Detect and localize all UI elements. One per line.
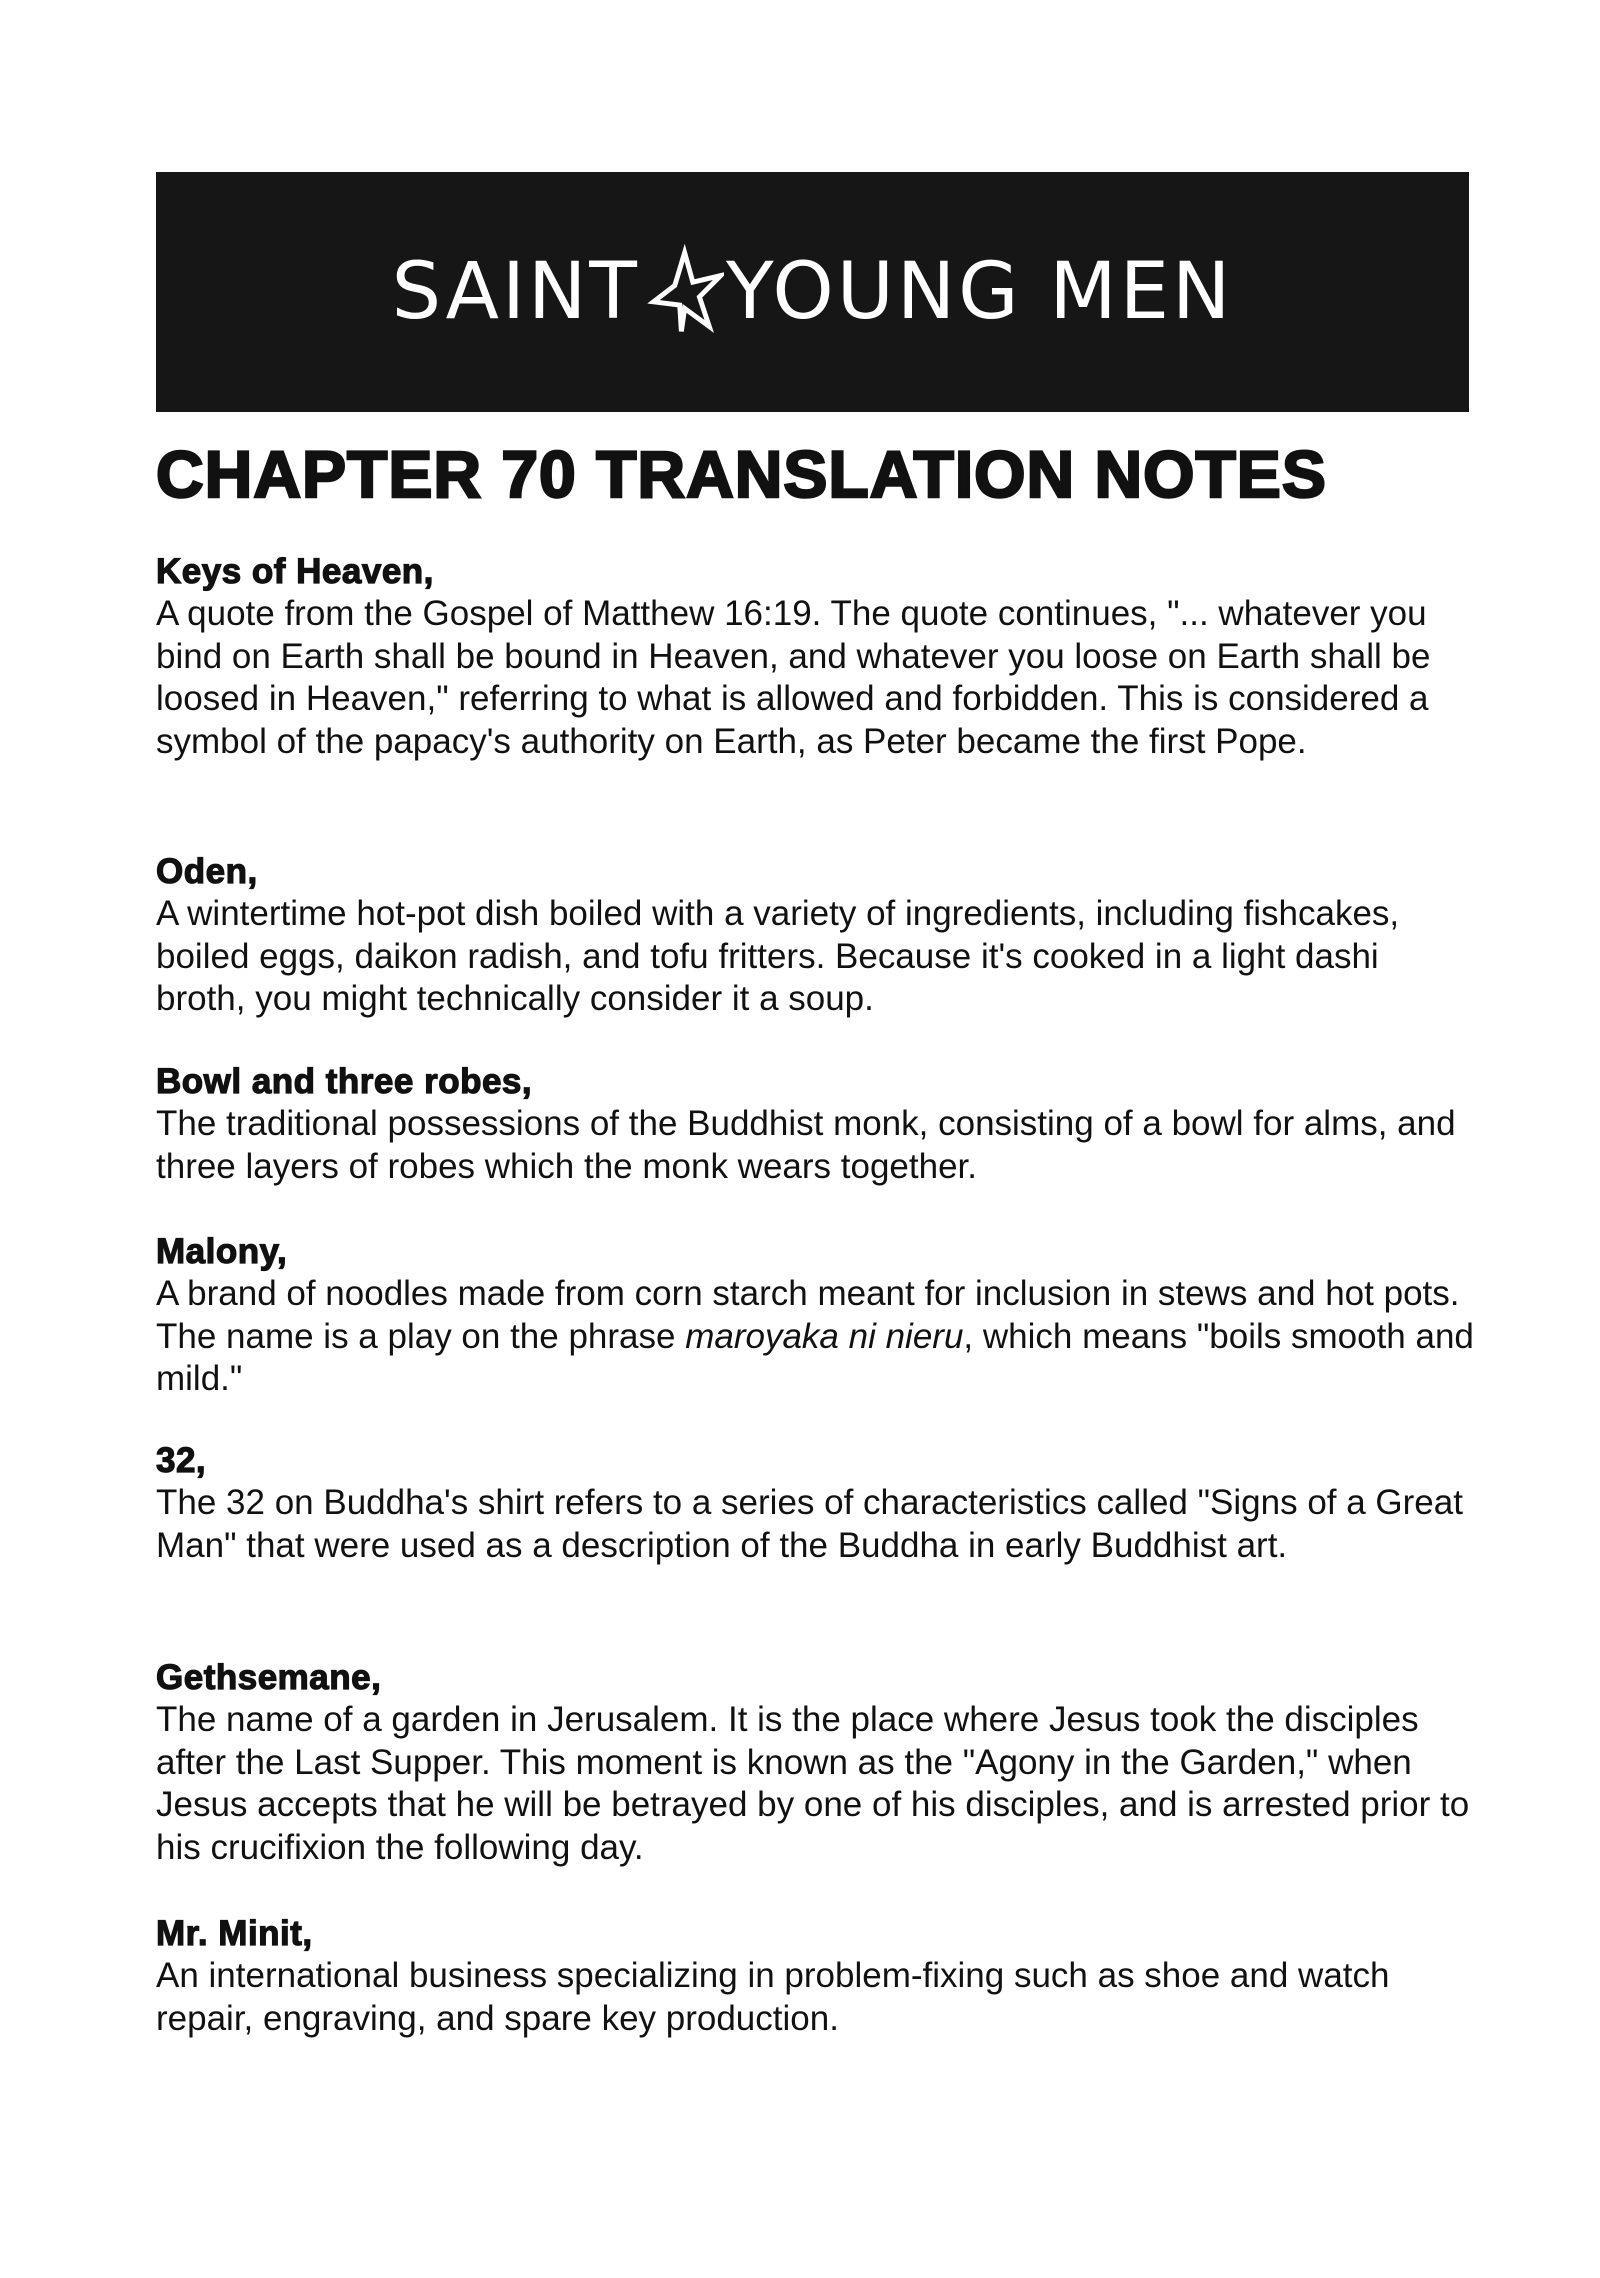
note-text: The 32 on Buddha's shirt refers to a series of characteristics called "Signs of a Great Man" that were used as a description of the Buddha in early Buddhist art. xyxy=(156,1483,1463,1565)
note-term: Malony, xyxy=(156,1232,288,1271)
note-mr-minit xyxy=(156,1913,1476,2040)
note-text: A quote from the Gospel of Matthew 16:19. The quote continues, "... whatever you bind on Earth shall be bound in Heaven, and whatever you loose on Earth shall be loosed in Heaven," referring to what is allowed and forbidden. This is considered a symbol of the papacy's authority on Earth, as Peter became the first Pope. xyxy=(156,594,1431,761)
series-logo xyxy=(392,242,1234,342)
note-text: The name of a garden in Jerusalem. It is the place where Jesus took the disciples after the Last Supper. This moment is known as the "Agony in the Garden," when Jesus accepts that he will be betrayed by one of his disciples, and is arrested prior to his crucifixion the following day. xyxy=(156,1700,1470,1867)
note-text-part: , which means "boils smooth and mild." xyxy=(156,1316,1474,1398)
note-text: An international business specializing in problem-fixing such as shoe and watch repair, engraving, and spare key production. xyxy=(156,1956,1390,2038)
note-text-part: A brand of noodles made from corn starch meant for inclusion in stews and hot pots. The name is a play on the phrase xyxy=(156,1274,1460,1356)
note-text: The traditional possessions of the Buddhist monk, consisting of a bowl for alms, and three layers of robes which the monk wears together. xyxy=(156,1104,1456,1186)
note-32 xyxy=(156,1440,1476,1567)
note-text-italic: maroyaka ni nieru xyxy=(685,1316,964,1356)
note-malony xyxy=(156,1231,1476,1401)
note-bowl-and-three-robes xyxy=(156,1061,1476,1188)
series-logo-banner xyxy=(156,172,1469,412)
star-icon xyxy=(642,242,724,342)
note-term: Bowl and three robes, xyxy=(156,1062,533,1101)
note-keys-of-heaven xyxy=(156,551,1476,763)
note-term: Oden, xyxy=(156,852,258,891)
note-text xyxy=(156,1273,1476,1401)
logo-text-saint: SAINT xyxy=(391,247,640,337)
note-term: Gethsemane, xyxy=(156,1658,382,1697)
note-term: Keys of Heaven, xyxy=(156,552,434,591)
note-gethsemane xyxy=(156,1657,1476,1869)
page-title: CHAPTER 70 TRANSLATION NOTES xyxy=(156,437,1327,511)
note-term: 32, xyxy=(156,1441,207,1480)
logo-text-young-men: YOUNG MEN xyxy=(725,247,1234,337)
note-text: A wintertime hot-pot dish boiled with a variety of ingredients, including fishcakes, boiled eggs, daikon radish, and tofu fritters. Because it's cooked in a light dashi broth, you might technically consider it a soup. xyxy=(156,894,1400,1018)
note-oden xyxy=(156,851,1476,1021)
note-term: Mr. Minit, xyxy=(156,1914,313,1953)
